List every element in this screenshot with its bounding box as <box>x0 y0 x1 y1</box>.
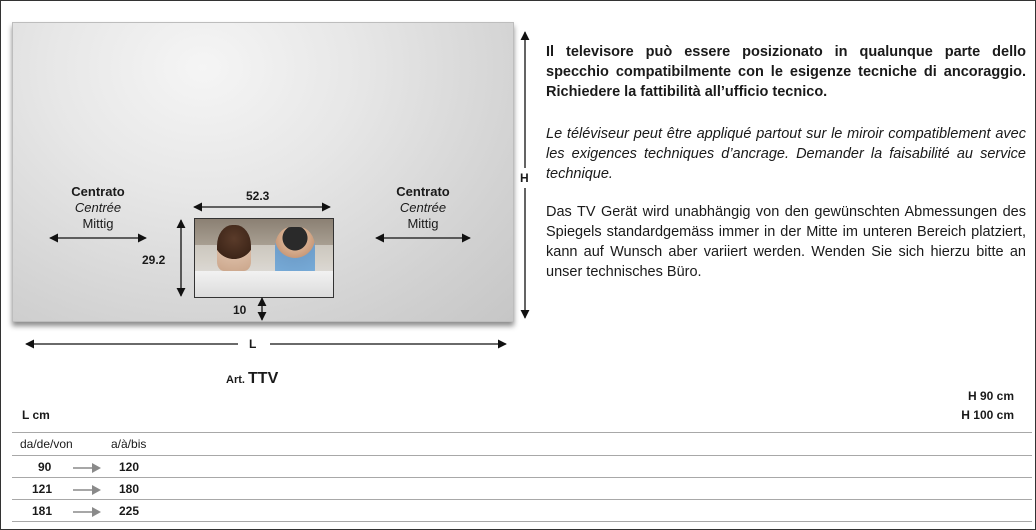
right-label-de: Mittig <box>407 216 439 231</box>
table-row-3-to: 225 <box>119 504 140 518</box>
table-l-header: L cm <box>22 408 50 422</box>
table-divider <box>12 477 1032 478</box>
table-divider <box>12 499 1032 500</box>
height-label: H <box>520 171 529 185</box>
description-german: Das TV Gerät wird unabhängig von den gewünschten Abmessungen des Spiegels standardgemäss immer in der Mitte im unteren Bereich platziert, kann auf Wunsch aber variiert werden. Wenden Sie sich hierzu bitte an unser technisches Büro. <box>546 204 1026 280</box>
right-label-it: Centrato <box>396 184 450 199</box>
article-label <box>226 370 278 388</box>
left-label-de: Mittig <box>82 216 114 231</box>
table-row-2-to: 180 <box>119 482 140 496</box>
description-italian: Il televisore può essere posizionato in qualunque parte dello specchio compatibilmente con le esigenze tecniche di ancoraggio. Richiedere la fattibilità all’ufficio tecnico. <box>546 44 1026 100</box>
tv-gap-label: 10 <box>233 303 247 317</box>
table-row-2-from: 121 <box>32 482 53 496</box>
article-code: TTV <box>248 370 279 387</box>
table-row-1-from: 90 <box>38 460 52 474</box>
table-row-1-arrow <box>72 462 102 474</box>
table-h-option-1: H 90 cm <box>967 389 1014 403</box>
left-position-label <box>48 184 148 232</box>
tv-height-label: 29.2 <box>142 253 166 267</box>
right-position-label <box>373 184 473 232</box>
table-to-header: a/à/bis <box>111 437 147 451</box>
right-label-fr: Centrée <box>399 200 447 215</box>
left-label-it: Centrato <box>71 184 125 199</box>
width-label: L <box>249 337 257 351</box>
table-h-option-2: H 100 cm <box>961 408 1014 422</box>
table-row-3-arrow <box>72 506 102 518</box>
table-row-3-from: 181 <box>32 504 53 518</box>
left-label-fr: Centrée <box>74 200 122 215</box>
table-row-2-arrow <box>72 484 102 496</box>
table-from-header: da/de/von <box>20 437 73 451</box>
table-divider <box>12 455 1032 456</box>
table-row-1-to: 120 <box>119 460 140 474</box>
tv-width-label: 52.3 <box>246 189 270 203</box>
table-divider <box>12 432 1032 433</box>
article-prefix: Art. <box>226 374 245 386</box>
description-french: Le téléviseur peut être appliqué partout sur le miroir compatiblement avec les exigences techniques d’ancrage. Demander la faisabilité au service technique. <box>546 126 1026 182</box>
table-divider <box>12 521 1032 522</box>
